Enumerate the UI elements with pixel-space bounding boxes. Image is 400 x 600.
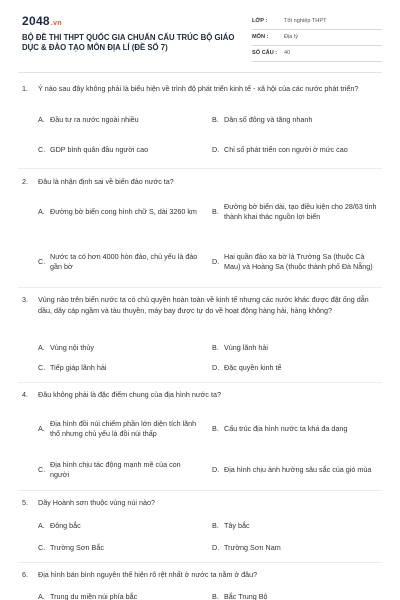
option-letter: D. (212, 542, 220, 552)
option-a[interactable] (38, 412, 206, 446)
info-value: 40 (284, 50, 291, 56)
option-text: GDP bình quân đầu người cao (50, 144, 149, 154)
question-number: 2. (22, 177, 28, 186)
option-text: Nước ta có hơn 4000 hòn đảo, chủ yếu là đảo gần bờ (50, 251, 198, 271)
info-label: MÔN : (252, 34, 269, 40)
info-value: Tốt nghiệp THPT (284, 18, 327, 24)
option-text: Chỉ số phát triển con người ở mức cao (224, 144, 348, 154)
option-text: Hai quần đảo xa bờ là Trường Sa (thuộc Cà Mau) và Hoàng Sa (thuộc thành phố Đà Nẵng) (224, 251, 373, 271)
question-1 (22, 84, 382, 106)
option-a[interactable] (38, 520, 198, 532)
option-c[interactable] (38, 542, 198, 554)
option-text: Đông bắc (50, 520, 81, 530)
option-text: Tiếp giáp lãnh hải (50, 362, 107, 372)
option-text: Đường bờ biển dài, tạo điều kiện cho 28/63 tỉnh thành khai thác nguồn lợi biển (224, 201, 377, 221)
question-divider (18, 562, 382, 563)
option-text: Vùng lãnh hải (224, 342, 268, 352)
option-a[interactable] (38, 200, 204, 224)
option-letter: D. (212, 464, 220, 474)
option-c[interactable] (38, 250, 204, 274)
option-d[interactable] (212, 138, 384, 162)
option-text: Đầu tư ra nước ngoài nhiều (50, 114, 139, 124)
question-5 (22, 498, 382, 510)
option-letter: C. (38, 464, 46, 474)
info-label: LỚP : (252, 18, 268, 24)
question-number: 1. (22, 84, 28, 93)
option-letter: C. (38, 256, 46, 266)
question-6 (22, 570, 382, 582)
option-a[interactable] (38, 591, 198, 600)
question-text: Dãy Hoành sơn thuộc vùng núi nào? (38, 498, 155, 507)
option-c[interactable] (38, 140, 198, 160)
option-d[interactable] (212, 362, 382, 374)
option-letter: C. (38, 144, 46, 154)
option-text: Đường bờ biển cong hình chữ S, dài 3260 km (50, 206, 197, 216)
option-letter: D. (212, 144, 220, 154)
question-2 (22, 177, 382, 189)
option-a[interactable] (38, 114, 188, 126)
option-letter: B. (212, 423, 219, 433)
info-value: Địa lý (284, 34, 298, 40)
option-b[interactable] (212, 591, 382, 600)
info-row-count (252, 46, 382, 62)
option-letter: B. (212, 342, 219, 352)
option-letter: A. (38, 206, 45, 216)
option-letter: B. (212, 591, 219, 600)
option-text: Bắc Trung Bộ (224, 591, 268, 600)
option-letter: B. (212, 206, 219, 216)
option-b[interactable] (212, 342, 382, 354)
info-row-class (252, 14, 382, 30)
question-divider (18, 287, 382, 288)
option-letter: A. (38, 114, 45, 124)
option-letter: B. (212, 520, 219, 530)
exam-info-table (252, 14, 382, 62)
option-text: Vùng nội thủy (50, 342, 94, 352)
question-text: Đâu là nhận định sai về biển đảo nước ta? (38, 177, 174, 186)
option-letter: A. (38, 520, 45, 530)
option-text: Tây bắc (224, 520, 250, 530)
option-c[interactable] (38, 458, 206, 482)
option-text: Địa hình chịu tác động mạnh mẽ của con người (50, 459, 181, 479)
question-number: 5. (22, 498, 28, 507)
option-b[interactable] (212, 114, 382, 126)
question-number: 6. (22, 570, 28, 579)
question-divider (18, 382, 382, 383)
document-title: BỘ ĐỀ THI THPT QUỐC GIA CHUẨN CẤU TRÚC BỘ GIÁO DỤC & ĐÀO TẠO MÔN ĐỊA LÍ (ĐỀ SỐ 7) (22, 33, 235, 52)
option-text: Địa hình đồi núi chiếm phần lớn diện tích lãnh thổ nhưng chủ yếu là đồi núi thấp (50, 418, 197, 438)
question-text: Đâu không phải là đặc điểm chung của địa hình nước ta? (38, 390, 221, 399)
option-text: Địa hình chịu ảnh hưởng sâu sắc của gió mùa (224, 464, 372, 474)
info-label: SỐ CÂU : (252, 50, 278, 56)
option-text: Trung du miền núi phía bắc (50, 591, 138, 600)
option-d[interactable] (212, 244, 384, 280)
option-text: Cấu trúc địa hình nước ta khá đa dạng (224, 423, 348, 433)
option-d[interactable] (212, 542, 382, 554)
option-d[interactable] (212, 458, 384, 482)
question-divider (18, 168, 382, 169)
option-letter: A. (38, 591, 45, 600)
option-letter: D. (212, 256, 220, 266)
header (0, 0, 400, 70)
option-text: Trường Sơn Nam (224, 542, 281, 552)
question-4 (22, 390, 382, 402)
option-a[interactable] (38, 342, 198, 354)
logo-number: 2048 (22, 14, 50, 28)
header-divider (18, 72, 382, 73)
option-text: Dân số đông và tăng nhanh (224, 114, 313, 124)
option-b[interactable] (212, 194, 384, 230)
option-text: Đặc quyền kinh tế (224, 362, 282, 372)
logo-domain: .vn (50, 20, 62, 27)
option-letter: A. (38, 423, 45, 433)
option-letter: C. (38, 362, 46, 372)
question-text: Vùng nào trên biển nước ta có chủ quyền hoàn toàn về kinh tế nhưng các nước khác được đặt ống dẫn dầu, dây cáp ngầm và tàu thuyền, máy bay được tự do về hoạt động hàng hải, hàng không? (38, 295, 369, 315)
option-b[interactable] (212, 417, 384, 441)
question-text: Ý nào sau đây không phải là biểu hiện về trình độ phát triển kinh tế - xã hội của các nước phát triển? (38, 84, 359, 93)
question-divider (18, 490, 382, 491)
option-letter: A. (38, 342, 45, 352)
question-3 (22, 295, 382, 328)
option-letter: B. (212, 114, 219, 124)
info-row-subject (252, 30, 382, 46)
site-logo[interactable] (22, 14, 62, 28)
option-c[interactable] (38, 362, 198, 374)
question-text: Địa hình bán bình nguyên thể hiện rõ rệt nhất ở nước ta nằm ở đâu? (38, 570, 258, 579)
option-b[interactable] (212, 520, 382, 532)
question-number: 4. (22, 390, 28, 399)
option-text: Trường Sơn Bắc (50, 542, 104, 552)
question-number: 3. (22, 295, 28, 304)
option-letter: C. (38, 542, 46, 552)
option-letter: D. (212, 362, 220, 372)
